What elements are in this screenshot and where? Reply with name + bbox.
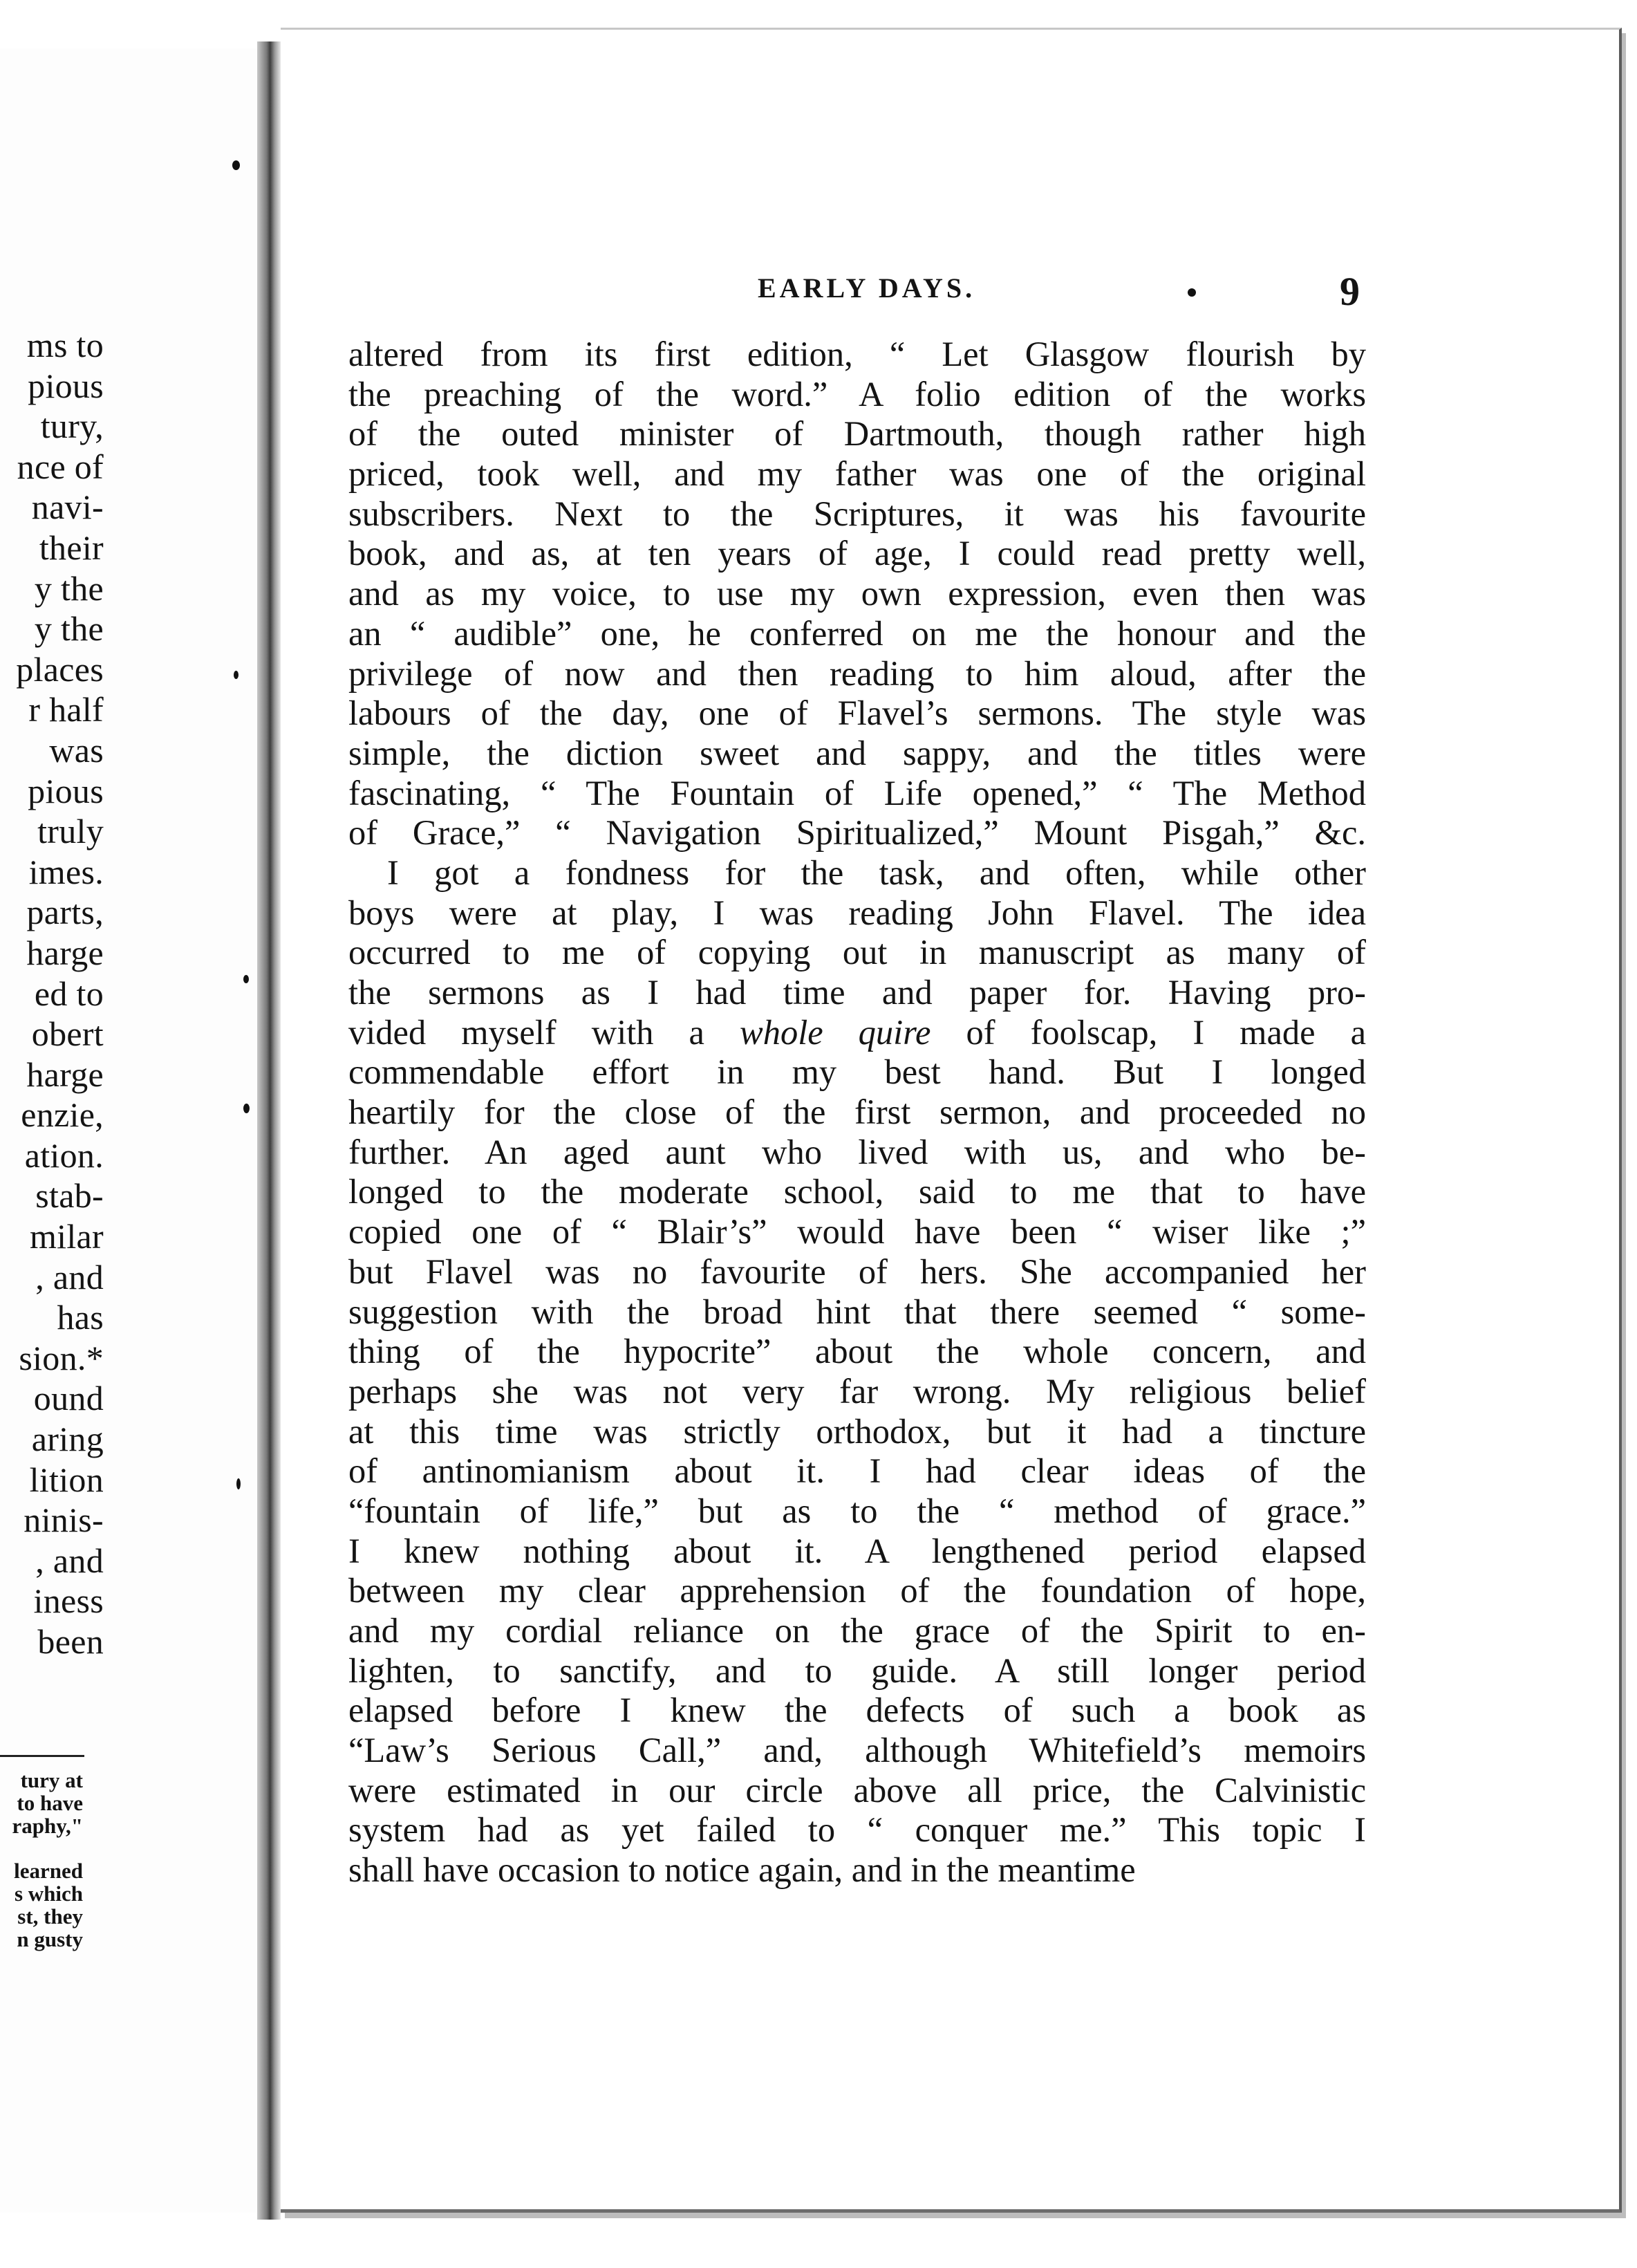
text-line: elapsed before I knew the defects of such a book as (348, 1691, 1366, 1730)
text-line: further. An aged aunt who lived with us, and who be- (348, 1132, 1366, 1171)
footnote-line: learned (14, 1859, 83, 1883)
text-line: the preaching of the word.” A folio edition of the works (348, 374, 1366, 413)
left-page-line: ound (33, 1379, 104, 1418)
left-page-line: has (57, 1298, 104, 1337)
footnote-line: to have (17, 1791, 83, 1815)
left-page-line: was (49, 730, 104, 770)
left-page-line: parts, (26, 893, 104, 932)
text-line: of Grace,” “ Navigation Spiritualized,” Mount Pisgah,” &c. (348, 813, 1366, 853)
left-page-line: stab- (35, 1176, 104, 1216)
left-page-line: lition (29, 1460, 104, 1499)
left-page-line: ninis- (24, 1500, 104, 1540)
text-line: I got a fondness for the task, and often, while other (387, 853, 1366, 892)
left-page-line: r half (28, 690, 104, 729)
left-page-line: iness (33, 1581, 104, 1621)
footnote-rule (0, 1755, 84, 1757)
text-line: shall have occasion to notice again, and in the meantime (348, 1850, 1136, 1890)
left-page-line: pious (28, 366, 104, 405)
gutter-mark (232, 160, 240, 170)
text-line: the sermons as I had time and paper for. Having pro- (348, 973, 1366, 1012)
left-page-line: their (39, 528, 104, 567)
left-page-line: places (16, 649, 104, 689)
footnote-line: n gusty (17, 1927, 83, 1951)
text-line: system had as yet failed to “ conquer me.” This topic I (348, 1810, 1366, 1850)
left-page-line: been (37, 1622, 104, 1661)
left-page-line: aring (31, 1420, 104, 1459)
left-page-line: milar (29, 1217, 104, 1256)
left-page-text (16, 325, 104, 1662)
text-line: fascinating, “ The Fountain of Life opened,” “ The Method (348, 773, 1366, 812)
left-page-line: obert (31, 1014, 104, 1054)
text-line: occurred to me of copying out in manuscript as many of (348, 933, 1366, 972)
gutter-mark (236, 1478, 241, 1489)
left-page-line: harge (26, 1054, 104, 1094)
left-page-line: y the (34, 609, 104, 649)
text-line: suggestion with the broad hint that there seemed “ some- (348, 1292, 1366, 1331)
text-fragment: vided myself with a (348, 1012, 740, 1052)
left-facing-page (0, 48, 259, 2213)
left-page-line: ms to (26, 326, 104, 364)
text-line: of antinomianism about it. I had clear ideas of the (348, 1451, 1366, 1491)
left-page-line: enzie, (21, 1095, 104, 1135)
body-text (348, 335, 1366, 1890)
binding-gutter (257, 41, 281, 2220)
text-line: thing of the hypocrite” about the whole concern, and (348, 1332, 1366, 1371)
text-fragment: of foolscap, I made a (930, 1012, 1366, 1052)
text-line: of the outed minister of Dartmouth, though rather high (348, 414, 1366, 454)
text-line: copied one of “ Blair’s” would have been “ wiser like ;” (348, 1212, 1366, 1252)
text-line: I knew nothing about it. A lengthened period elapsed (348, 1531, 1366, 1570)
text-line: subscribers. Next to the Scriptures, it was his favourite (348, 494, 1366, 533)
text-line: between my clear apprehension of the foundation of hope, (348, 1571, 1366, 1610)
text-line: at this time was strictly orthodox, but it had a tincture (348, 1411, 1366, 1451)
text-line: altered from its first edition, “ Let Glasgow flourish by (348, 335, 1366, 373)
left-page-line: ation. (24, 1135, 104, 1175)
text-line: longed to the moderate school, said to me that to have (348, 1172, 1366, 1211)
left-page-line: ed to (34, 974, 104, 1013)
text-line: and my cordial reliance on the grace of the Spirit to en- (348, 1611, 1366, 1650)
text-line: simple, the diction sweet and sappy, and the titles were (348, 733, 1366, 772)
left-page-line: y the (34, 568, 104, 608)
text-line: “fountain of life,” but as to the “ method of grace.” (348, 1491, 1366, 1530)
left-page-line: pious (28, 771, 104, 810)
left-page-line: truly (37, 812, 104, 851)
text-line: an “ audible” one, he conferred on me the honour and the (348, 613, 1366, 653)
left-page-line: , and (35, 1257, 104, 1296)
left-page-line: navi- (31, 487, 104, 527)
running-head: EARLY DAYS. (758, 272, 976, 304)
footnote-spacer (12, 1837, 84, 1859)
left-page-line: sion.* (19, 1338, 104, 1377)
text-line: lighten, to sanctify, and to guide. A still longer period (348, 1651, 1366, 1690)
text-line: commendable effort in my best hand. But I longed (348, 1052, 1366, 1092)
left-page-footnote (12, 1769, 84, 1951)
text-line: privilege of now and then reading to him aloud, after the (348, 653, 1366, 693)
text-line: but Flavel was no favourite of hers. She accompanied her (348, 1252, 1366, 1291)
footnote-line: tury at (20, 1768, 83, 1792)
text-line: labours of the day, one of Flavel’s sermons. The style was (348, 694, 1366, 733)
text-line: heartily for the close of the first sermon, and proceeded no (348, 1093, 1366, 1132)
left-page-line: , and (35, 1541, 104, 1580)
text-line: “Law’s Serious Call,” and, although Whitefield’s memoirs (348, 1731, 1366, 1770)
text-line: perhaps she was not very far wrong. My religious belief (348, 1371, 1366, 1411)
left-page-line: harge (26, 933, 104, 972)
running-head-dot (1188, 288, 1196, 297)
text-line: were estimated in our circle above all price, the Calvinistic (348, 1770, 1366, 1810)
footnote-line: raphy," (12, 1814, 83, 1838)
italic-phrase: whole quire (740, 1012, 931, 1052)
text-line: and as my voice, to use my own expression, even then was (348, 574, 1366, 613)
gutter-mark (243, 975, 249, 983)
gutter-mark (234, 671, 238, 679)
left-page-line: nce of (17, 447, 104, 486)
page-number: 9 (1340, 269, 1360, 314)
footnote-line: s which (14, 1881, 83, 1906)
text-line: priced, took well, and my father was one of the original (348, 454, 1366, 494)
footnote-line: st, they (17, 1904, 83, 1928)
text-line: book, and as, at ten years of age, I could read pretty well, (348, 534, 1366, 573)
text-line: boys were at play, I was reading John Flavel. The idea (348, 893, 1366, 932)
gutter-mark (243, 1104, 250, 1113)
left-page-line: tury, (40, 407, 104, 446)
text-line (348, 1013, 1366, 1053)
left-page-line: imes. (28, 852, 104, 891)
